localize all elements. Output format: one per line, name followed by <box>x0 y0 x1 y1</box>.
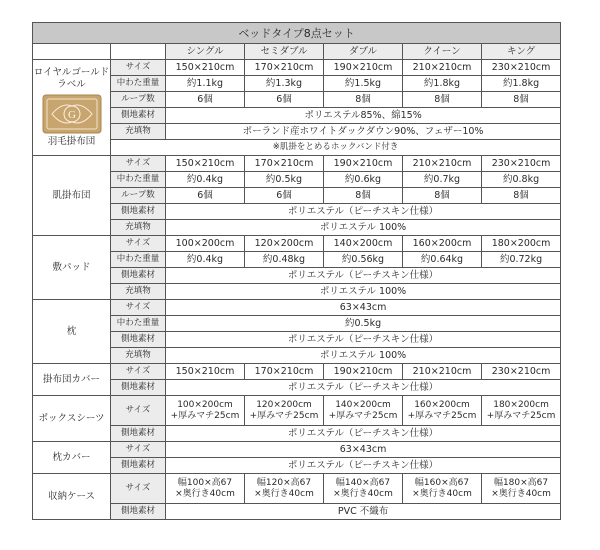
cell: 6個 <box>245 92 324 108</box>
cell: 63×43cm <box>166 300 561 316</box>
category-pillow: 枕 <box>33 300 111 364</box>
table-row <box>33 380 561 396</box>
cell: ポリエステル 100% <box>166 284 561 300</box>
cell: ポリエステル（ピーチスキン仕様） <box>166 380 561 396</box>
cell: 170×210cm <box>245 156 324 172</box>
cell: 約0.56kg <box>324 252 403 268</box>
cell: 幅140×高67 ×奥行き40cm <box>324 474 403 504</box>
table-row <box>33 316 561 332</box>
attr-size: サイズ <box>111 396 166 426</box>
table-title: ベッドタイプ8点セット <box>33 23 561 44</box>
cell: 120×200cm <box>245 236 324 252</box>
attr-filling: 充填物 <box>111 284 166 300</box>
table-row <box>33 458 561 474</box>
cell: 100×200cm <box>166 236 245 252</box>
cell: 約1.1kg <box>166 76 245 92</box>
spec-table-container <box>32 22 560 520</box>
cell: 幅180×高67 ×奥行き40cm <box>482 474 561 504</box>
attr-fabric: 側地素材 <box>111 268 166 284</box>
cell: 約0.8kg <box>482 172 561 188</box>
cell: ポリエステル（ピーチスキン仕様） <box>166 268 561 284</box>
attr-size: サイズ <box>111 442 166 458</box>
header-size-king: キング <box>482 44 561 60</box>
attr-weight: 中わた重量 <box>111 76 166 92</box>
royal-gold-label-line1: ロイヤルゴールド <box>33 67 110 78</box>
category-pillow-cover: 枕カバー <box>33 442 111 474</box>
attr-size: サイズ <box>111 364 166 380</box>
cell: 6個 <box>166 92 245 108</box>
logo-letter: G <box>67 109 76 121</box>
cell: 140×200cm +厚みマチ25cm <box>324 396 403 426</box>
table-row <box>33 124 561 140</box>
cell: 170×210cm <box>245 364 324 380</box>
category-down-comforter <box>33 60 111 156</box>
cell: 8個 <box>482 188 561 204</box>
cell: 8個 <box>482 92 561 108</box>
cell: ポリエステル 100% <box>166 220 561 236</box>
cell: 230×210cm <box>482 60 561 76</box>
cell: 100×200cm +厚みマチ25cm <box>166 396 245 426</box>
cell: 210×210cm <box>403 60 482 76</box>
table-row <box>33 504 561 520</box>
table-row <box>33 474 561 504</box>
cell: 190×210cm <box>324 364 403 380</box>
cell: 幅160×高67 ×奥行き40cm <box>403 474 482 504</box>
table-row <box>33 172 561 188</box>
category-bed-pad: 敷パッド <box>33 236 111 300</box>
table-row <box>33 396 561 426</box>
table-row <box>33 348 561 364</box>
cell: 140×200cm <box>324 236 403 252</box>
cell: 160×200cm +厚みマチ25cm <box>403 396 482 426</box>
attr-filling: 充填物 <box>111 348 166 364</box>
cell: 8個 <box>403 188 482 204</box>
table-row <box>33 108 561 124</box>
attr-loops: ループ数 <box>111 188 166 204</box>
cell: 180×200cm <box>482 236 561 252</box>
cell: 150×210cm <box>166 60 245 76</box>
cell: 約0.4kg <box>166 172 245 188</box>
attr-fabric: 側地素材 <box>111 426 166 442</box>
size-header-row <box>33 44 561 60</box>
cell: ポーランド産ホワイトダックダウン90%、フェザー10% <box>166 124 561 140</box>
cell: 約0.48kg <box>245 252 324 268</box>
header-blank <box>33 44 111 60</box>
cell: 190×210cm <box>324 156 403 172</box>
attr-size: サイズ <box>111 60 166 76</box>
cell: 120×200cm +厚みマチ25cm <box>245 396 324 426</box>
table-row <box>33 60 561 76</box>
cell: 幅120×高67 ×奥行き40cm <box>245 474 324 504</box>
attr-loops: ループ数 <box>111 92 166 108</box>
attr-fabric: 側地素材 <box>111 108 166 124</box>
category-storage-case: 収納ケース <box>33 474 111 520</box>
cell: 約0.4kg <box>166 252 245 268</box>
category-box-sheet: ボックスシーツ <box>33 396 111 442</box>
cell: 約1.8kg <box>403 76 482 92</box>
cell: 約0.5kg <box>166 316 561 332</box>
cell: ポリエステル 100% <box>166 348 561 364</box>
cell: 210×210cm <box>403 156 482 172</box>
attr-fabric: 側地素材 <box>111 504 166 520</box>
cell: 約0.64kg <box>403 252 482 268</box>
attr-weight: 中わた重量 <box>111 252 166 268</box>
attr-size: サイズ <box>111 300 166 316</box>
header-size-single: シングル <box>166 44 245 60</box>
cell: ポリエステル（ピーチスキン仕様） <box>166 458 561 474</box>
attr-fabric: 側地素材 <box>111 458 166 474</box>
cell: ポリエステル（ピーチスキン仕様） <box>166 332 561 348</box>
attr-size: サイズ <box>111 236 166 252</box>
table-row <box>33 156 561 172</box>
cell: 190×210cm <box>324 60 403 76</box>
cell: ポリエステル85%、綿15% <box>166 108 561 124</box>
category-comforter-cover: 掛布団カバー <box>33 364 111 396</box>
cell: 170×210cm <box>245 60 324 76</box>
table-row <box>33 364 561 380</box>
header-size-queen: クイーン <box>403 44 482 60</box>
attr-size: サイズ <box>111 474 166 504</box>
table-row <box>33 140 561 156</box>
header-blank <box>111 44 166 60</box>
table-row <box>33 220 561 236</box>
cell: 8個 <box>403 92 482 108</box>
spec-table <box>32 22 561 520</box>
cell: 6個 <box>245 188 324 204</box>
cell: 150×210cm <box>166 156 245 172</box>
table-row <box>33 236 561 252</box>
cell: 210×210cm <box>403 364 482 380</box>
category-name: 羽毛掛布団 <box>47 136 96 147</box>
cell: ポリエステル（ピーチスキン仕様） <box>166 204 561 220</box>
cell: 230×210cm <box>482 364 561 380</box>
table-row <box>33 426 561 442</box>
attr-size: サイズ <box>111 156 166 172</box>
cell: 150×210cm <box>166 364 245 380</box>
royal-gold-label-line2: ラベル <box>57 79 86 90</box>
attr-fabric: 側地素材 <box>111 332 166 348</box>
cell: 約1.8kg <box>482 76 561 92</box>
table-row <box>33 92 561 108</box>
table-row <box>33 204 561 220</box>
table-row <box>33 188 561 204</box>
cell: 約1.3kg <box>245 76 324 92</box>
cell: 約0.7kg <box>403 172 482 188</box>
header-size-semi-double: セミダブル <box>245 44 324 60</box>
table-row <box>33 442 561 458</box>
cell: 8個 <box>324 188 403 204</box>
attr-filling: 充填物 <box>111 124 166 140</box>
hook-band-note: ※肌掛をとめるホックバンド付き <box>111 140 561 156</box>
cell: 180×200cm +厚みマチ25cm <box>482 396 561 426</box>
table-row <box>33 332 561 348</box>
table-row <box>33 300 561 316</box>
cell: 幅100×高67 ×奥行き40cm <box>166 474 245 504</box>
header-size-double: ダブル <box>324 44 403 60</box>
attr-filling: 充填物 <box>111 220 166 236</box>
cell: PVC 不織布 <box>166 504 561 520</box>
attr-fabric: 側地素材 <box>111 204 166 220</box>
cell: 約0.5kg <box>245 172 324 188</box>
royal-gold-logo-icon <box>42 94 102 134</box>
cell: 230×210cm <box>482 156 561 172</box>
cell: ポリエステル（ピーチスキン仕様） <box>166 426 561 442</box>
attr-fabric: 側地素材 <box>111 380 166 396</box>
cell: 63×43cm <box>166 442 561 458</box>
cell: 約0.6kg <box>324 172 403 188</box>
table-row <box>33 76 561 92</box>
table-row <box>33 284 561 300</box>
table-row <box>33 268 561 284</box>
cell: 8個 <box>324 92 403 108</box>
table-row <box>33 252 561 268</box>
attr-weight: 中わた重量 <box>111 172 166 188</box>
cell: 160×200cm <box>403 236 482 252</box>
cell: 約0.72kg <box>482 252 561 268</box>
attr-weight: 中わた重量 <box>111 316 166 332</box>
cell: 約1.5kg <box>324 76 403 92</box>
category-light-comforter: 肌掛布団 <box>33 156 111 236</box>
cell: 6個 <box>166 188 245 204</box>
